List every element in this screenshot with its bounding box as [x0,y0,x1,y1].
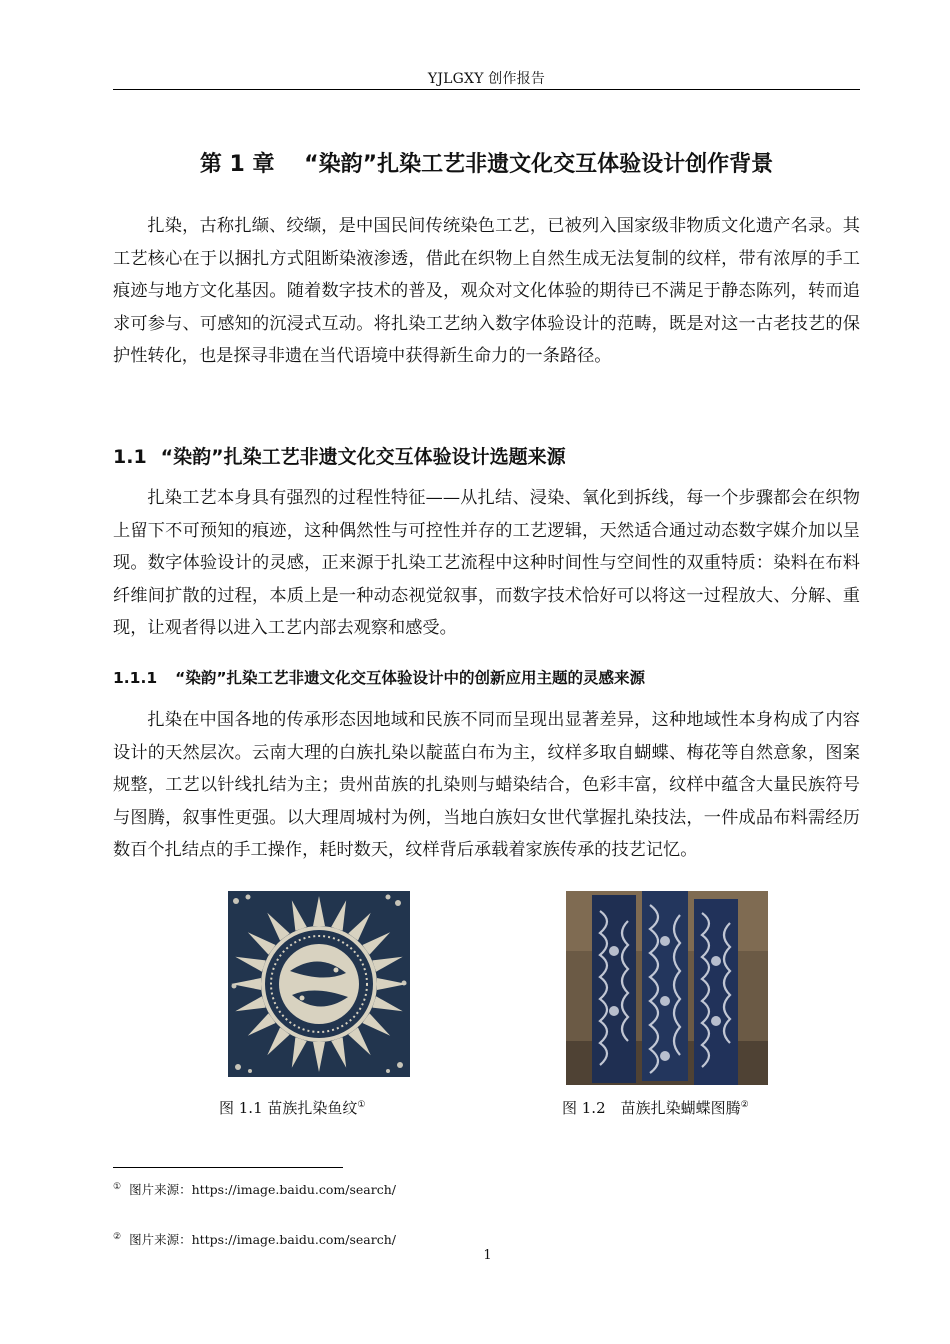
footnote-2-mark: ② [113,1231,122,1242]
header-rule [113,89,860,90]
footnote-1-mark: ① [113,1181,122,1192]
footnote-1 [113,1180,396,1198]
footnote-2 [113,1230,396,1248]
footnote-separator [113,1167,343,1168]
section-number: 1.1 [113,446,147,468]
figure-caption-2-text: 图 1.2 苗族扎染蝴蝶图腾 [562,1099,741,1117]
running-header: YJLGXY 创作报告 [427,71,546,87]
figure-caption-1-note-mark: ① [357,1100,366,1110]
subsection-body-paragraph: 扎染在中国各地的传承形态因地域和民族不同而呈现出显著差异，这种地域性本身构成了内容设计的天然层次。云南大理的白族扎染以靛蓝白布为主，纹样多取自蝴蝶、梅花等自然意象，图案规整，工艺以针线扎结为主；贵州苗族的扎染则与蜡染结合，色彩丰富，纹样中蕴含大量民族符号与图腾，叙事性更强。以大理周城村为例，当地白族妇女世代掌握扎染技法，一件成品布料需经历数百个扎结点的手工操作，耗时数天，纹样背后承载着家族传承的技艺记忆。 [113,710,860,860]
subsection-heading [113,666,860,688]
page-number: 1 [483,1248,492,1263]
section-body-paragraph: 扎染工艺本身具有强烈的过程性特征——从扎结、浸染、氧化到拆线，每一个步骤都会在织物上留下不可预知的痕迹，这种偶然性与可控性并存的工艺逻辑，天然适合通过动态数字媒介加以呈现。数字体验设计的灵感，正来源于扎染工艺流程中这种时间性与空间性的双重特质：染料在布料纤维间扩散的过程，本质上是一种动态视觉叙事，而数字技术恰好可以将这一过程放大、分解、重现，让观者得以进入工艺内部去观察和感受。 [113,488,860,638]
chapter-intro-paragraph: 扎染，古称扎缬、绞缬，是中国民间传统染色工艺，已被列入国家级非物质文化遗产名录。其工艺核心在于以捆扎方式阻断染液渗透，借此在织物上自然生成无法复制的纹样，带有浓厚的手工痕迹与地方文化基因。随着数字技术的普及，观众对文化体验的期待已不满足于静态陈列，转而追求可参与、可感知的沉浸式互动。将扎染工艺纳入数字体验设计的范畴，既是对这一古老技艺的保护性转化，也是探寻非遗在当代语境中获得新生命力的一条路径。 [113,216,860,366]
chapter-title: 第 1 章 “染韵”扎染工艺非遗文化交互体验设计创作背景 [199,152,774,177]
figure-caption-2 [562,1097,749,1118]
figure-caption-1 [219,1097,365,1118]
section-title: “染韵”扎染工艺非遗文化交互体验设计选题来源 [160,446,566,468]
section-heading [113,442,860,469]
subsection-number: 1.1.1 [113,669,158,687]
figure-fish-pattern-image [228,891,410,1077]
subsection-title: “染韵”扎染工艺非遗文化交互体验设计中的创新应用主题的灵感来源 [175,669,646,687]
footnote-1-text: 图片来源：https://image.baidu.com/search/ [129,1182,396,1197]
figure-caption-1-text: 图 1.1 苗族扎染鱼纹 [219,1099,358,1117]
figure-butterfly-totem-image [566,891,768,1085]
footnote-2-text: 图片来源：https://image.baidu.com/search/ [129,1232,396,1247]
figure-caption-2-note-mark: ② [740,1100,749,1110]
